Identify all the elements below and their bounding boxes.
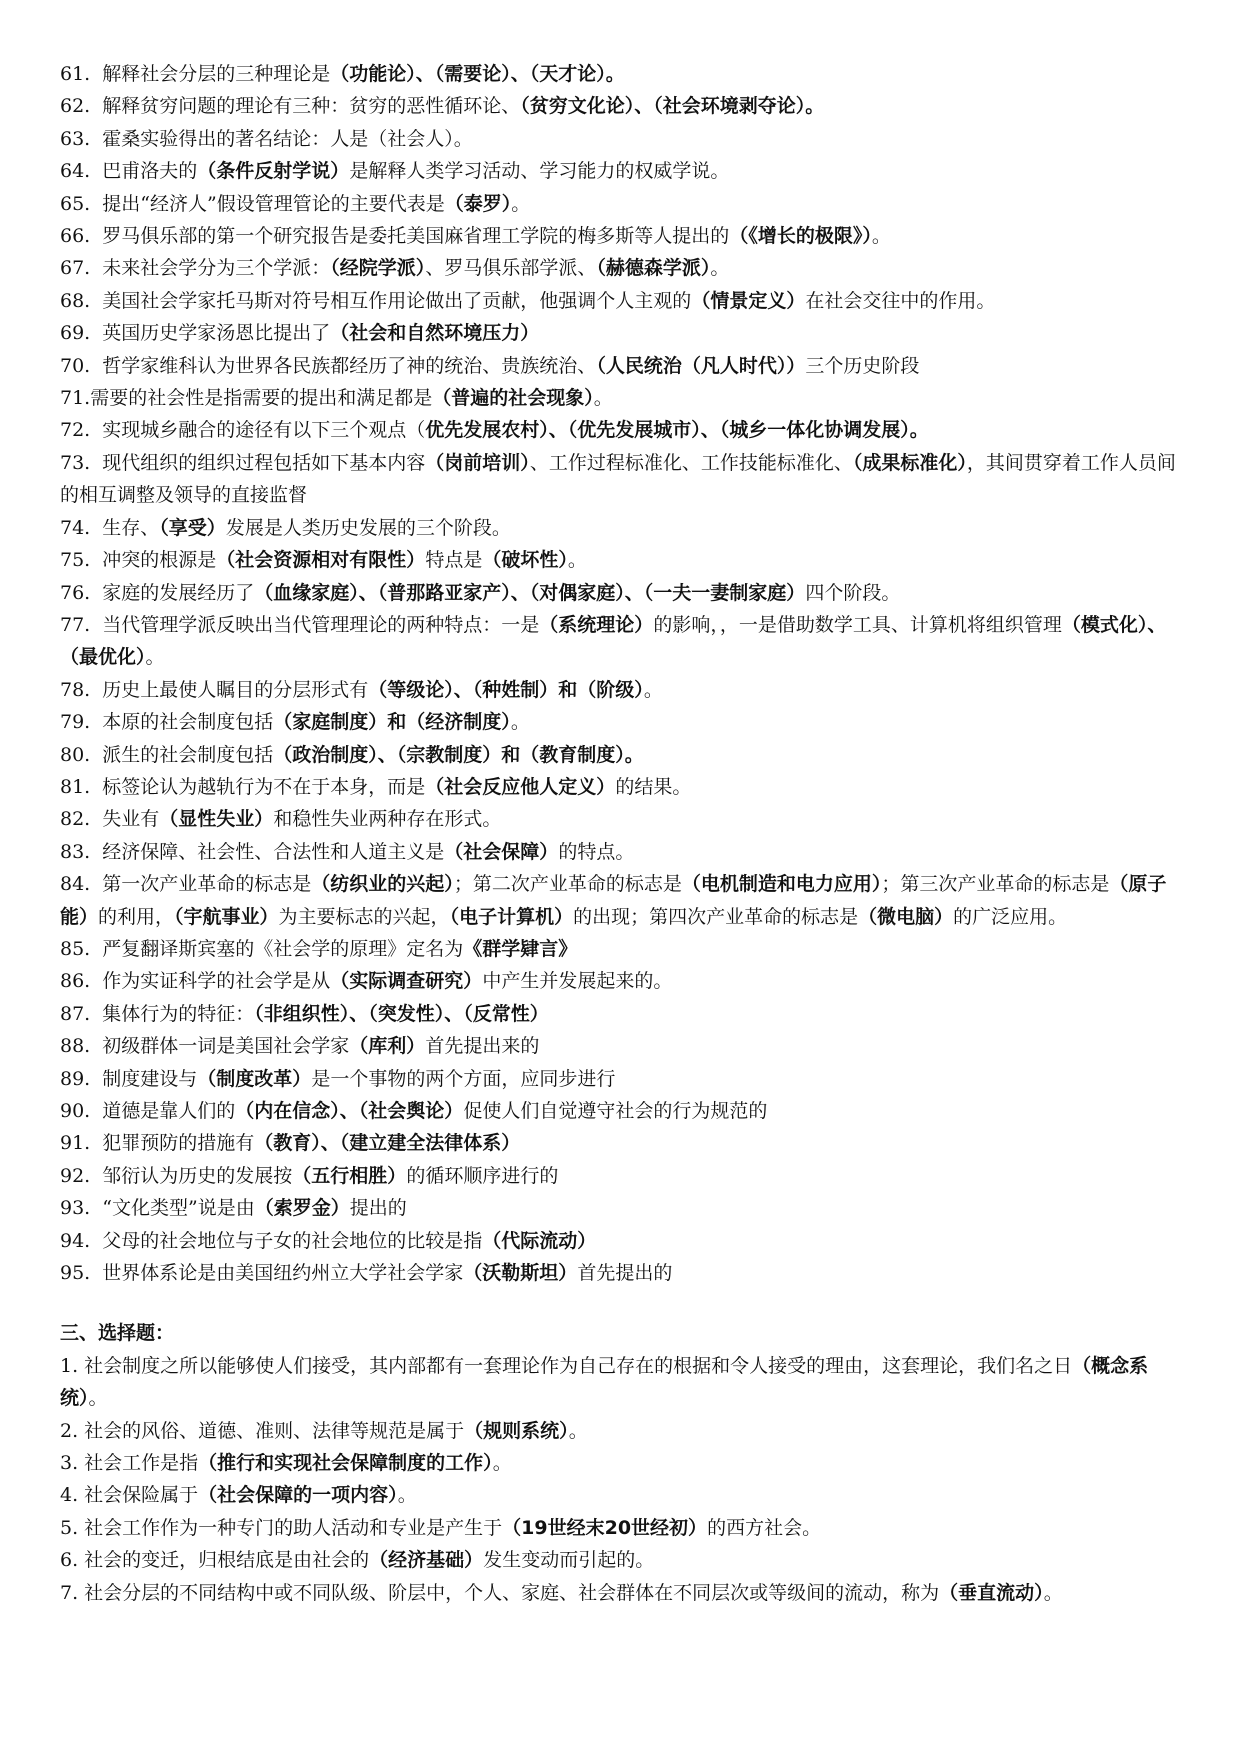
answer-text: （泰罗） [444, 192, 512, 215]
question-text: 的特点。 [558, 840, 635, 863]
fill-in-list [60, 58, 1181, 1289]
choice-item [60, 1447, 1181, 1479]
question-text: 69. 英国历史学家汤恩比提出了 [60, 322, 331, 345]
answer-text: （教育）、（建立建全法律体系） [254, 1132, 521, 1155]
question-text: 67. 未来社会学分为三个学派： [60, 257, 331, 280]
fill-item [60, 188, 1181, 220]
question-text: 的循环顺序进行的 [406, 1164, 559, 1187]
answer-text: （概念系统） [60, 1354, 1149, 1410]
fill-item [60, 868, 1181, 933]
question-text: 的影响，，一是借助数学工具、计算机将组织管理 [653, 613, 1062, 636]
fill-item [60, 285, 1181, 317]
question-text: ；第二次产业革命的标志是 [453, 873, 682, 896]
fill-item [60, 803, 1181, 835]
question-text: 。 [510, 711, 530, 734]
question-text: 82. 失业有 [60, 808, 160, 831]
answer-text: （贫穷文化论）、（社会环境剥夺论）。 [520, 95, 825, 118]
answer-text: （破坏性） [482, 549, 568, 572]
fill-item [60, 1095, 1181, 1127]
fill-item [60, 317, 1181, 349]
question-text: 特点是 [425, 549, 483, 572]
question-text: 73. 现代组织的组织过程包括如下基本内容 [60, 451, 426, 474]
question-text: 78. 历史上最使人瞩目的分层形式有 [60, 678, 369, 701]
choice-item [60, 1577, 1181, 1609]
fill-item [60, 1127, 1181, 1159]
choice-item [60, 1479, 1181, 1511]
question-text: 81. 标签论认为越轨行为不在于本身，而是 [60, 775, 426, 798]
choice-item [60, 1512, 1181, 1544]
answer-text: （社会和自然环境压力） [330, 322, 540, 345]
answer-text: （成果标准化） [852, 451, 967, 474]
fill-item [60, 1063, 1181, 1095]
answer-text: （政治制度）、（宗教制度）和（教育制度）。 [273, 743, 644, 766]
answer-text: （制度改革） [197, 1067, 312, 1090]
question-text: 。 [871, 225, 891, 248]
answer-text: （情景定义） [691, 289, 806, 312]
question-text: 93. “文化类型”说是由 [60, 1197, 255, 1220]
answer-text: （社会资源相对有限性） [216, 549, 426, 572]
fill-item [60, 220, 1181, 252]
question-text: 首先提出来的 [425, 1035, 540, 1058]
fill-item [60, 1160, 1181, 1192]
answer-text: （原子能） [60, 873, 1167, 928]
question-text: 。 [492, 1452, 512, 1475]
answer-text: （推行和实现社会保障制度的工作） [198, 1452, 493, 1475]
answer-text: （等级论）、（种姓制）和（阶级） [368, 678, 644, 701]
question-text: 63. 霍桑实验得出的著名结论：人是（社会人）。 [60, 127, 473, 150]
question-text: 91. 犯罪预防的措施有 [60, 1132, 255, 1155]
question-text: 的西方社会。 [707, 1516, 822, 1539]
question-text: 。 [593, 387, 613, 410]
fill-item [60, 965, 1181, 997]
question-text: 提出的 [349, 1197, 407, 1220]
fill-item [60, 512, 1181, 544]
answer-text: （19世经末20世经初） [502, 1516, 708, 1539]
fill-item [60, 414, 1181, 446]
question-text: 。 [511, 192, 531, 215]
answer-text: （电机制造和电力应用） [681, 873, 882, 896]
answer-text: （系统理论） [539, 613, 654, 636]
question-text: 是一个事物的两个方面，应同步进行 [311, 1067, 616, 1090]
question-text: 和稳性失业两种存在形式。 [273, 808, 502, 831]
question-text: 中产生并发展起来的。 [482, 970, 673, 993]
answer-text: （家庭制度）和（经济制度） [273, 711, 511, 734]
fill-item [60, 58, 1181, 90]
question-text: 。 [710, 257, 730, 280]
choice-list [60, 1350, 1181, 1609]
answer-text: （宇航事业） [174, 905, 279, 928]
question-text: 90. 道德是靠人们的 [60, 1100, 236, 1122]
fill-item [60, 739, 1181, 771]
question-text: 、罗马俱乐部学派、 [425, 257, 597, 280]
question-text: 的广泛应用。 [953, 905, 1068, 928]
question-text: 是解释人类学习活动、学习能力的权威学说。 [349, 160, 730, 183]
answer-text: （普遍的社会现象） [432, 387, 594, 410]
question-text: 62. 解释贫穷问题的理论有三种：贫穷的恶性循环论、 [60, 95, 521, 118]
fill-item [60, 350, 1181, 382]
fill-item [60, 577, 1181, 609]
question-text: 72. 实现城乡融合的途径有以下三个观点（ [60, 419, 426, 442]
answer-text: （社会反应他人定义） [425, 775, 616, 798]
question-text: 3. 社会工作是指 [60, 1452, 199, 1475]
question-text: 66. 罗马俱乐部的第一个研究报告是委托美国麻省理工学院的梅多斯等人提出的 [60, 225, 730, 248]
question-text: 6. 社会的变迁，归根结底是由社会的 [60, 1549, 370, 1572]
fill-item [60, 706, 1181, 738]
answer-text: （《增长的极限》） [729, 225, 872, 248]
answer-text: （享受） [159, 516, 226, 539]
section-title: 三、选择题： [60, 1322, 175, 1345]
question-text: 79. 本原的社会制度包括 [60, 711, 274, 734]
fill-item [60, 447, 1181, 512]
question-text: 83. 经济保障、社会性、合法性和人道主义是 [60, 840, 445, 863]
question-text: 70. 哲学家维科认为世界各民族都经历了神的统治、贵族统治、 [60, 354, 597, 377]
answer-text: （社会保障） [444, 840, 559, 863]
question-text: 发生变动而引起的。 [483, 1549, 655, 1572]
question-text: 84. 第一次产业革命的标志是 [60, 873, 312, 896]
question-text: 。 [397, 1484, 417, 1507]
question-text: 、工作过程标准化、工作技能标准化、 [529, 451, 853, 474]
question-text: 77. 当代管理学派反映出当代管理理论的两种特点：一是 [60, 613, 540, 636]
answer-text: （实际调查研究） [330, 970, 483, 993]
question-text: 95. 世界体系论是由美国纽约州立大学社会学家 [60, 1262, 464, 1285]
question-text: 5. 社会工作作为一种专门的助人活动和专业是产生于 [60, 1516, 503, 1539]
fill-item [60, 382, 1181, 414]
fill-item [60, 1030, 1181, 1062]
question-text: 四个阶段。 [805, 581, 901, 604]
question-text: 92. 邹衍认为历史的发展按 [60, 1164, 293, 1187]
question-text: 。 [568, 1419, 588, 1442]
fill-item [60, 609, 1181, 674]
question-text: 的利用， [98, 905, 175, 928]
question-text: 。 [1043, 1581, 1063, 1604]
question-text: 的结果。 [615, 775, 692, 798]
question-text: 首先提出的 [577, 1262, 673, 1285]
fill-item [60, 1225, 1181, 1257]
answer-text: （血缘家庭）、（普那路亚家产）、（对偶家庭）、（一夫一妻制家庭） [254, 581, 806, 604]
question-text: 64. 巴甫洛夫的 [60, 160, 198, 183]
question-text: 61. 解释社会分层的三种理论是 [60, 63, 331, 85]
question-text: 2. 社会的风俗、道德、准则、法律等规范是属于 [60, 1419, 465, 1442]
answer-text: （显性失业） [159, 808, 274, 831]
fill-item [60, 123, 1181, 155]
question-text: 的出现；第四次产业革命的标志是 [573, 905, 859, 928]
fill-item [60, 674, 1181, 706]
answer-text: （五行相胜） [292, 1164, 407, 1187]
answer-text: （模式化）、（最优化） [60, 613, 1167, 669]
question-text: 89. 制度建设与 [60, 1067, 198, 1090]
question-text: ，其间贯穿着工作人员间的相互调整及领导的直接监督 [60, 451, 1176, 507]
question-text: 。 [643, 678, 663, 701]
fill-item [60, 836, 1181, 868]
answer-text: （功能论）、（需要论）、（天才论）。 [330, 63, 625, 85]
fill-item [60, 544, 1181, 576]
answer-text: （社会保障的一项内容） [198, 1484, 398, 1507]
question-text: 发展是人类历史发展的三个阶段。 [225, 516, 511, 539]
fill-item [60, 252, 1181, 284]
question-text: 76. 家庭的发展经历了 [60, 581, 255, 604]
answer-text: 优先发展农村）、（优先发展城市）、（城乡一体化协调发展）。 [425, 419, 929, 442]
answer-text: 《群学肄言》 [463, 937, 578, 960]
answer-text: （赫德森学派） [596, 257, 711, 280]
fill-item [60, 771, 1181, 803]
question-text: 88. 初级群体一词是美国社会学家 [60, 1035, 350, 1058]
fill-item [60, 998, 1181, 1030]
choice-item [60, 1544, 1181, 1576]
answer-text: （微电脑） [858, 905, 954, 928]
fill-item [60, 155, 1181, 187]
question-text: 。 [145, 646, 165, 669]
question-text: 4. 社会保险属于 [60, 1484, 199, 1507]
answer-text: （经济基础） [369, 1549, 484, 1572]
answer-text: （规则系统） [464, 1419, 569, 1442]
question-text: 。 [88, 1387, 108, 1410]
choice-item [60, 1350, 1181, 1415]
fill-item [60, 1192, 1181, 1224]
question-text: 三个历史阶段 [805, 354, 920, 377]
question-text: 促使人们自觉遵守社会的行为规范的 [463, 1100, 768, 1122]
answer-text: （内在信念）、（社会舆论） [235, 1100, 464, 1122]
answer-text: （经院学派） [330, 257, 426, 280]
fill-item [60, 90, 1181, 122]
answer-text: （索罗金） [254, 1197, 350, 1220]
fill-item [60, 933, 1181, 965]
choice-item [60, 1415, 1181, 1447]
question-text: 。 [567, 549, 587, 572]
fill-item [60, 1257, 1181, 1289]
answer-text: （纺织业的兴起） [311, 873, 454, 896]
question-text: 71.需要的社会性是指需要的提出和满足都是 [60, 387, 433, 410]
question-text: 74. 生存、 [60, 516, 160, 539]
answer-text: （岗前培训） [425, 451, 530, 474]
answer-text: （电子计算机） [449, 905, 574, 928]
question-text: 80. 派生的社会制度包括 [60, 743, 274, 766]
question-text: 为主要标志的兴起， [278, 905, 450, 928]
answer-text: （代际流动） [482, 1229, 597, 1252]
answer-text: （非组织性）、（突发性）、（反常性） [254, 1002, 549, 1025]
question-text: ；第三次产业革命的标志是 [881, 873, 1110, 896]
question-text: 1. 社会制度之所以能够使人们接受，其内部都有一套理论作为自己存在的根据和令人接受的理由，这套理论，我们名之日 [60, 1354, 1073, 1377]
question-text: 7. 社会分层的不同结构中或不同队级、阶层中，个人、家庭、社会群体在不同层次或等级间的流动，称为 [60, 1581, 940, 1604]
question-text: 94. 父母的社会地位与子女的社会地位的比较是指 [60, 1229, 483, 1252]
question-text: 87. 集体行为的特征： [60, 1002, 255, 1025]
answer-text: （垂直流动） [939, 1581, 1044, 1604]
answer-text: （人民统治（凡人时代）） [596, 354, 806, 377]
answer-text: （沃勒斯坦） [463, 1262, 578, 1285]
question-text: 65. 提出“经济人”假设管理管论的主要代表是 [60, 192, 445, 215]
question-text: 75. 冲突的根源是 [60, 549, 217, 572]
answer-text: （库利） [349, 1035, 426, 1058]
question-text: 86. 作为实证科学的社会学是从 [60, 970, 331, 993]
question-text: 在社会交往中的作用。 [805, 289, 996, 312]
question-text: 85. 严复翻译斯宾塞的《社会学的原理》定名为 [60, 937, 464, 960]
question-text: 68. 美国社会学家托马斯对符号相互作用论做出了贡献，他强调个人主观的 [60, 289, 692, 312]
answer-text: （条件反射学说） [197, 160, 350, 183]
